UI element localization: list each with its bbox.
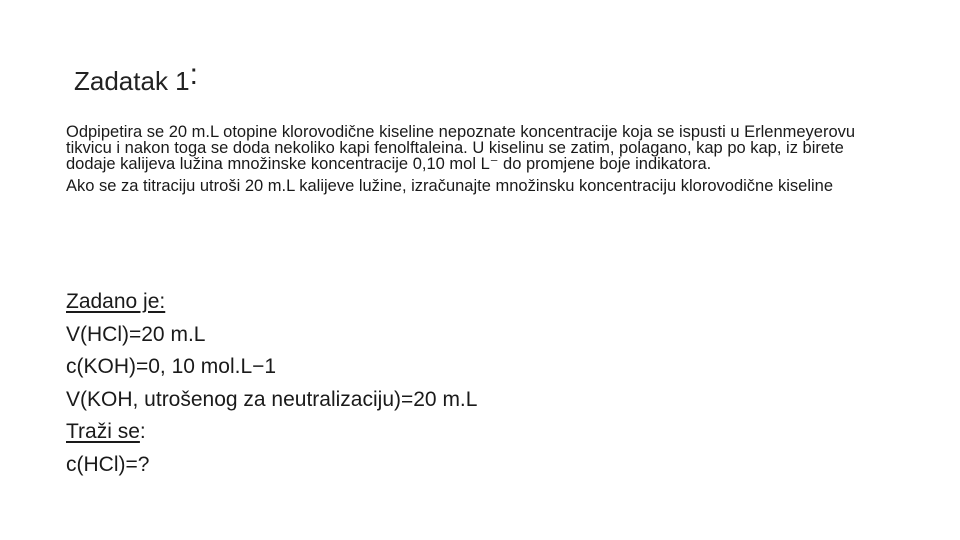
find-line-concentration-hcl: c(HCl)=? (66, 452, 150, 476)
given-section (66, 286, 477, 481)
task-description (66, 124, 896, 200)
slide-title (74, 58, 198, 96)
task-paragraph-2: Ako se za titraciju utroši 20 m.L kalijeve lužine, izračunajte množinsku koncentraciju klorovodične kiseline (66, 177, 834, 195)
given-line-volume-koh: V(KOH, utrošenog za neutralizaciju)=20 m.L (66, 387, 478, 411)
task-paragraph-1: Odpipetira se 20 m.L otopine klorovodične kiseline nepoznate koncentracije koja se ispusti u Erlenmeyerovu tikvicu i nakon toga se doda nekoliko kapi fenolftaleina. U kiselinu se zatim, polagano, kap po kap, iz birete dodaje kalijeva lužina množinske koncentracije 0,10 mol L⁻ do promjene boje indikatora. (66, 123, 856, 173)
given-line-concentration-koh: c(KOH)=0, 10 mol.L−1 (66, 355, 277, 378)
find-heading-line (66, 416, 477, 449)
find-heading-colon: : (139, 420, 146, 443)
given-heading: Zadano je: (66, 290, 166, 313)
title-text: Zadatak 1 (74, 66, 190, 96)
find-heading: Traži se (66, 420, 140, 443)
given-line-volume-hcl: V(HCl)=20 m.L (66, 322, 206, 346)
title-colon: : (189, 58, 198, 91)
